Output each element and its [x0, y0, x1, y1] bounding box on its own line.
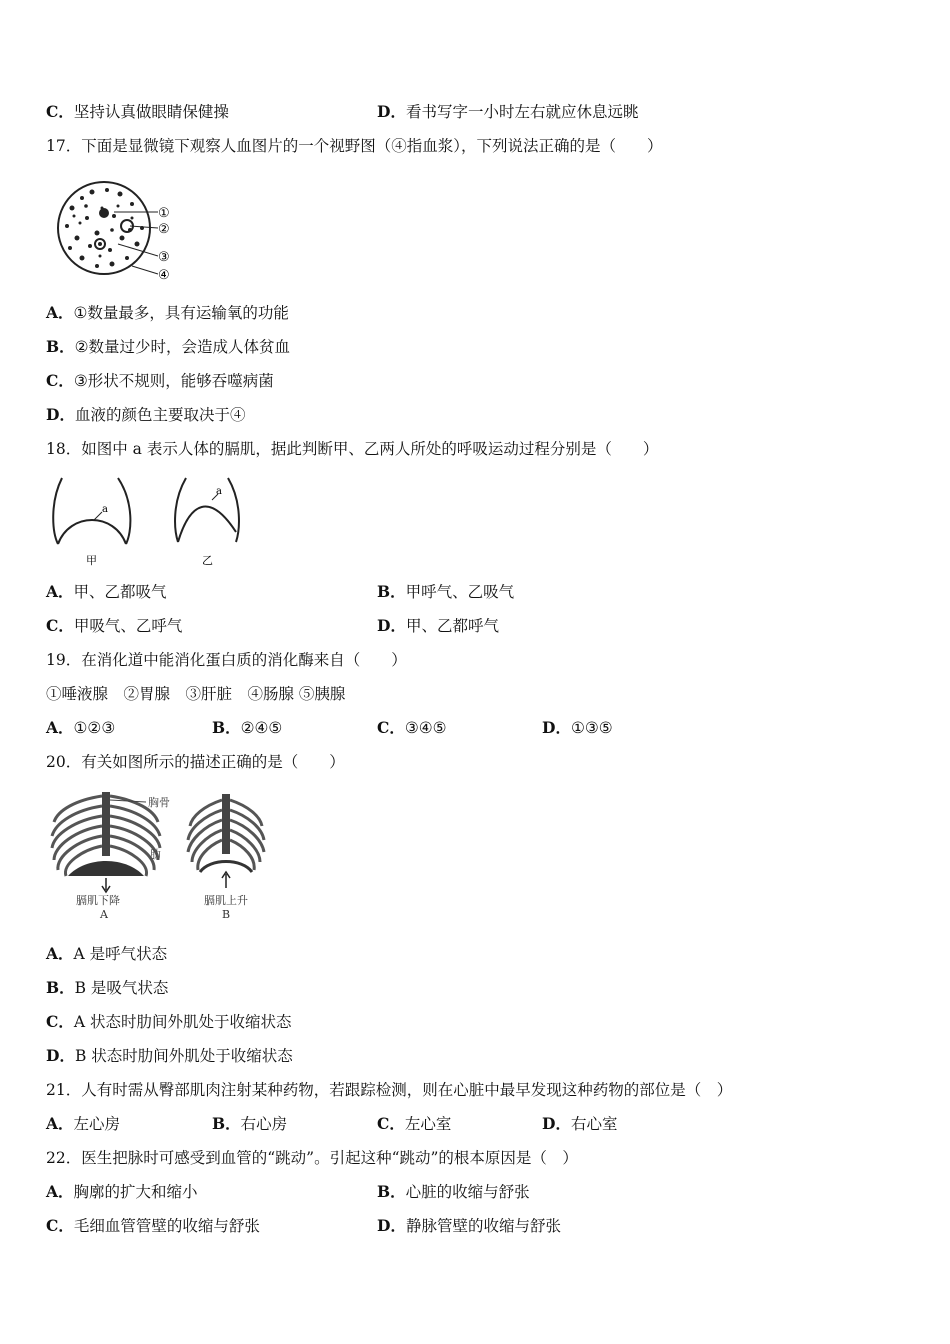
option-label: B．: [46, 978, 75, 997]
option-label: D．: [542, 718, 571, 737]
option-label: B．: [377, 1182, 406, 1201]
option-label: A．: [46, 582, 74, 601]
figure-label-2: ②: [158, 222, 170, 237]
q17-option-a: [46, 303, 289, 323]
q17-blood-smear-figure: [52, 178, 182, 292]
option-label: A．: [46, 718, 74, 737]
q20-option-b: [46, 978, 168, 998]
q20-option-d: [46, 1046, 293, 1066]
q18-stem: 18．如图中 a 表示人体的膈肌，据此判断甲、乙两人所处的呼吸运动过程分别是（ ）: [46, 440, 659, 458]
q21-option-a: [46, 1114, 120, 1134]
figure-label-4: ④: [158, 268, 170, 283]
option-text: B 是吸气状态: [74, 979, 169, 997]
q22-option-b: [377, 1182, 530, 1202]
q16-option-c: [46, 102, 229, 122]
q20-stem: 20．有关如图所示的描述正确的是（ ）: [46, 753, 345, 771]
option-label: B．: [212, 718, 241, 737]
label-yi: 乙: [202, 554, 213, 567]
option-text: A 是呼气状态: [73, 945, 168, 963]
q19-option-a: [46, 718, 115, 738]
option-label: C．: [46, 616, 74, 635]
q17-option-d: [46, 405, 245, 425]
option-label: C．: [377, 718, 405, 737]
option-text: 甲吸气、乙呼气: [73, 617, 183, 635]
option-text: B 状态时肋间外肌处于收缩状态: [74, 1047, 293, 1065]
option-text: 右心室: [570, 1115, 618, 1133]
q20-ribcage-figure: [46, 786, 276, 926]
option-text: ③④⑤: [404, 719, 447, 737]
option-text: 胸廓的扩大和缩小: [73, 1183, 198, 1201]
option-label: D．: [377, 102, 406, 121]
q18-diaphragm-figure: [50, 472, 250, 572]
label-b-letter: B: [222, 908, 231, 921]
q20-option-a: [46, 944, 167, 964]
option-label: A．: [46, 1114, 74, 1133]
option-text: 左心房: [73, 1115, 121, 1133]
option-label: A．: [46, 1182, 74, 1201]
option-label: B．: [46, 337, 75, 356]
option-text: 毛细血管管壁的收缩与舒张: [73, 1217, 260, 1235]
label-jia: 甲: [86, 554, 97, 567]
option-label: D．: [377, 1216, 406, 1235]
label-rib: 肋: [150, 848, 161, 861]
label-b-caption: 膈肌上升: [204, 894, 248, 907]
q21-option-b: [212, 1114, 287, 1134]
label-a-letter: A: [100, 908, 108, 921]
option-text: 血液的颜色主要取决于④: [74, 406, 246, 424]
q18-option-b: [377, 582, 514, 602]
label-a: a: [102, 504, 108, 515]
q20-option-c: [46, 1012, 291, 1032]
option-label: C．: [46, 1216, 74, 1235]
q21-option-c: [377, 1114, 451, 1134]
q19-option-d: [542, 718, 613, 738]
option-text: A 状态时肋间外肌处于收缩状态: [73, 1013, 292, 1031]
option-text: ①数量最多，具有运输氧的功能: [73, 304, 289, 322]
figure-label-3: ③: [158, 250, 170, 265]
option-text: 甲、乙都呼气: [405, 617, 499, 635]
option-label: A．: [46, 303, 74, 322]
option-text: 左心室: [404, 1115, 452, 1133]
label-a-2: a: [216, 486, 222, 497]
option-label: C．: [46, 1012, 74, 1031]
q22-option-d: [377, 1216, 561, 1236]
q19-option-b: [212, 718, 282, 738]
option-label: D．: [377, 616, 406, 635]
q16-option-d: [377, 102, 638, 122]
option-label: A．: [46, 944, 74, 963]
q17-stem: 17．下面是显微镜下观察人血图片的一个视野图（④指血浆），下列说法正确的是（ ）: [46, 137, 663, 155]
option-text: 心脏的收缩与舒张: [405, 1183, 530, 1201]
q17-option-b: [46, 337, 290, 357]
option-text: 看书写字一小时左右就应休息远眺: [405, 103, 639, 121]
q18-option-d: [377, 616, 499, 636]
q21-stem: 21．人有时需从臀部肌肉注射某种药物，若跟踪检测，则在心脏中最早发现这种药物的部位是（ ）: [46, 1081, 733, 1099]
option-text: 右心房: [240, 1115, 288, 1133]
option-text: ③形状不规则，能够吞噬病菌: [73, 372, 274, 390]
option-label: C．: [46, 102, 74, 121]
option-label: B．: [377, 582, 406, 601]
q21-option-d: [542, 1114, 617, 1134]
q19-choices: ①唾液腺 ②胃腺 ③肝脏 ④肠腺 ⑤胰腺: [46, 685, 346, 703]
q22-option-a: [46, 1182, 198, 1202]
option-text: 甲、乙都吸气: [73, 583, 167, 601]
option-text: ①③⑤: [570, 719, 613, 737]
option-label: D．: [46, 1046, 75, 1065]
option-text: 静脉管壁的收缩与舒张: [405, 1217, 561, 1235]
option-label: C．: [377, 1114, 405, 1133]
option-text: 坚持认真做眼睛保健操: [73, 103, 229, 121]
option-text: ②④⑤: [240, 719, 283, 737]
option-label: C．: [46, 371, 74, 390]
q19-stem: 19．在消化道中能消化蛋白质的消化酶来自（ ）: [46, 651, 407, 669]
option-text: ①②③: [73, 719, 116, 737]
figure-label-1: ①: [158, 206, 170, 221]
option-label: D．: [46, 405, 75, 424]
label-a-caption: 膈肌下降: [76, 894, 120, 907]
q22-stem: 22．医生把脉时可感受到血管的“跳动”。引起这种“跳动”的根本原因是（ ）: [46, 1149, 578, 1167]
q19-option-c: [377, 718, 447, 738]
option-label: D．: [542, 1114, 571, 1133]
option-label: B．: [212, 1114, 241, 1133]
q18-option-a: [46, 582, 167, 602]
q17-option-c: [46, 371, 274, 391]
q18-option-c: [46, 616, 182, 636]
q22-option-c: [46, 1216, 260, 1236]
option-text: 甲呼气、乙吸气: [405, 583, 515, 601]
option-text: ②数量过少时，会造成人体贫血: [74, 338, 291, 356]
label-sternum: 胸骨: [148, 796, 170, 809]
